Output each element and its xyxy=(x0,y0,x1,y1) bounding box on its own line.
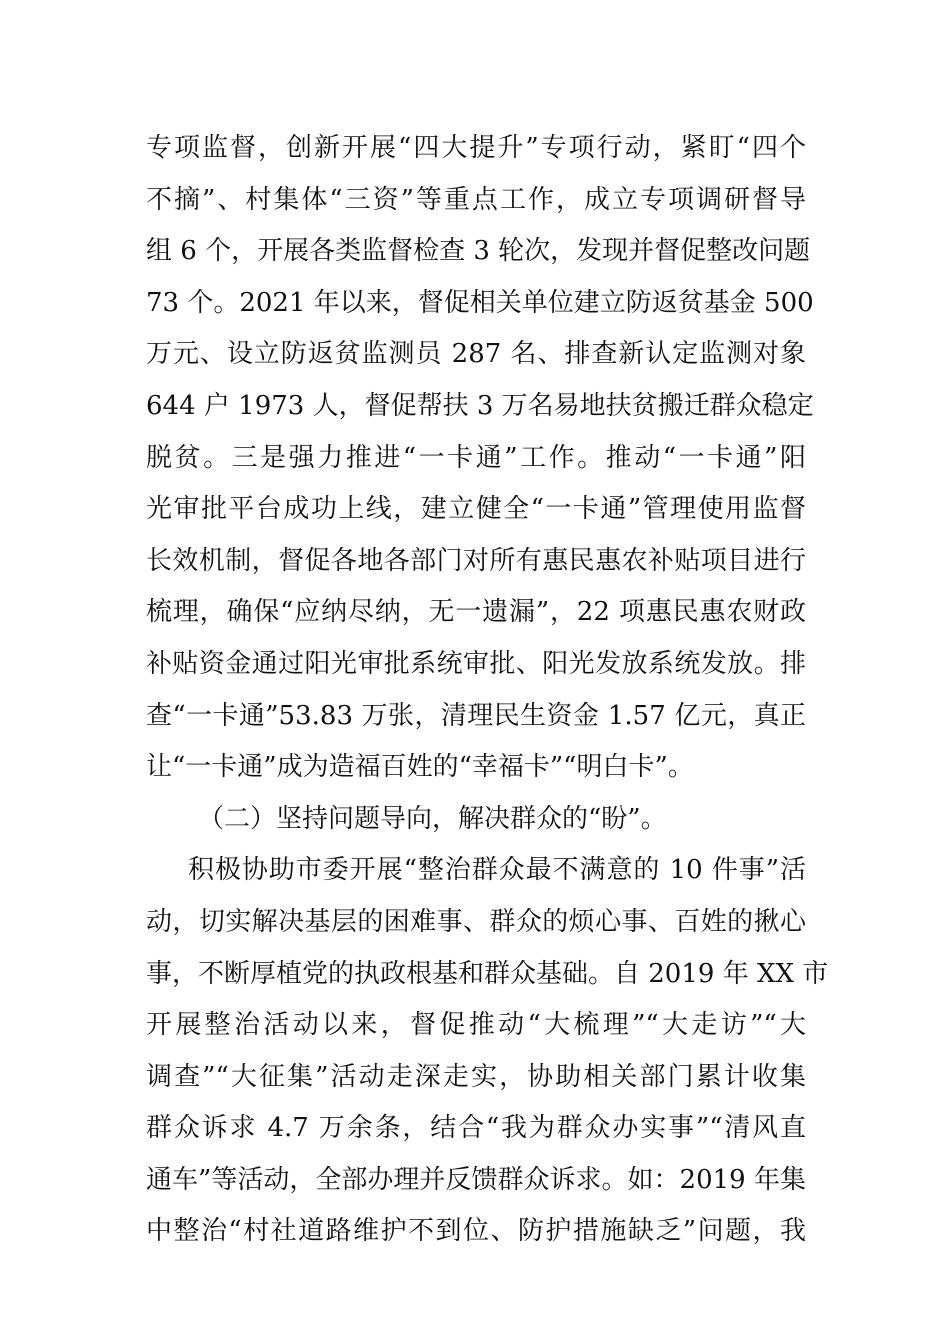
body-line: 事，不断厚植党的执政根基和群众基础。自 2019 年 XX 市 xyxy=(146,958,829,989)
body-line: 梳理，确保“应纳尽纳，无一遗漏”，22 项惠民惠农财政 xyxy=(146,597,806,628)
body-line: 动，切实解决基层的困难事、群众的烦心事、百姓的揪心 xyxy=(146,906,806,937)
document-body xyxy=(146,123,829,1258)
paragraph-first-line: 积极协助市委开展“整治群众最不满意的 10 件事”活 xyxy=(188,855,806,886)
body-line: 不摘”、村集体“三资”等重点工作，成立专项调研督导 xyxy=(146,184,806,215)
body-line: 73 个。2021 年以来，督促相关单位建立防返贫基金 500 xyxy=(146,287,814,318)
body-line: 长效机制，督促各地各部门对所有惠民惠农补贴项目进行 xyxy=(146,545,806,576)
body-line: 组 6 个，开展各类监督检查 3 轮次，发现并督促整改问题 xyxy=(146,236,811,267)
body-line: 专项监督，创新开展“四大提升”专项行动，紧盯“四个 xyxy=(146,133,806,163)
section-heading: （二）坚持问题导向，解决群众的“盼”。 xyxy=(198,803,667,834)
body-line: 通车”等活动，全部办理并反馈群众诉求。如：2019 年集 xyxy=(146,1164,806,1195)
body-line: 光审批平台成功上线，建立健全“一卡通”管理使用监督 xyxy=(146,494,806,525)
body-line: 调查”“大征集”活动走深走实，协助相关部门累计收集 xyxy=(146,1061,806,1092)
body-line: 脱贫。三是强力推进“一卡通”工作。推动“一卡通”阳 xyxy=(146,442,806,473)
body-line: 开展整治活动以来，督促推动“大梳理”“大走访”“大 xyxy=(146,1010,806,1041)
body-line: 查“一卡通”53.83 万张，清理民生资金 1.57 亿元，真正 xyxy=(146,700,806,731)
paragraph-end-line: 让“一卡通”成为造福百姓的“幸福卡”“明白卡”。 xyxy=(146,752,694,783)
body-line: 群众诉求 4.7 万余条，结合“我为群众办实事”“清风直 xyxy=(146,1113,806,1144)
body-line: 万元、设立防返贫监测员 287 名、排查新认定监测对象 xyxy=(146,339,806,370)
body-line: 644 户 1973 人，督促帮扶 3 万名易地扶贫搬迁群众稳定 xyxy=(146,390,814,421)
body-line: 中整治“村社道路维护不到位、防护措施缺乏”问题，我 xyxy=(146,1216,806,1247)
body-line: 补贴资金通过阳光审批系统审批、阳光发放系统发放。排 xyxy=(146,648,806,679)
